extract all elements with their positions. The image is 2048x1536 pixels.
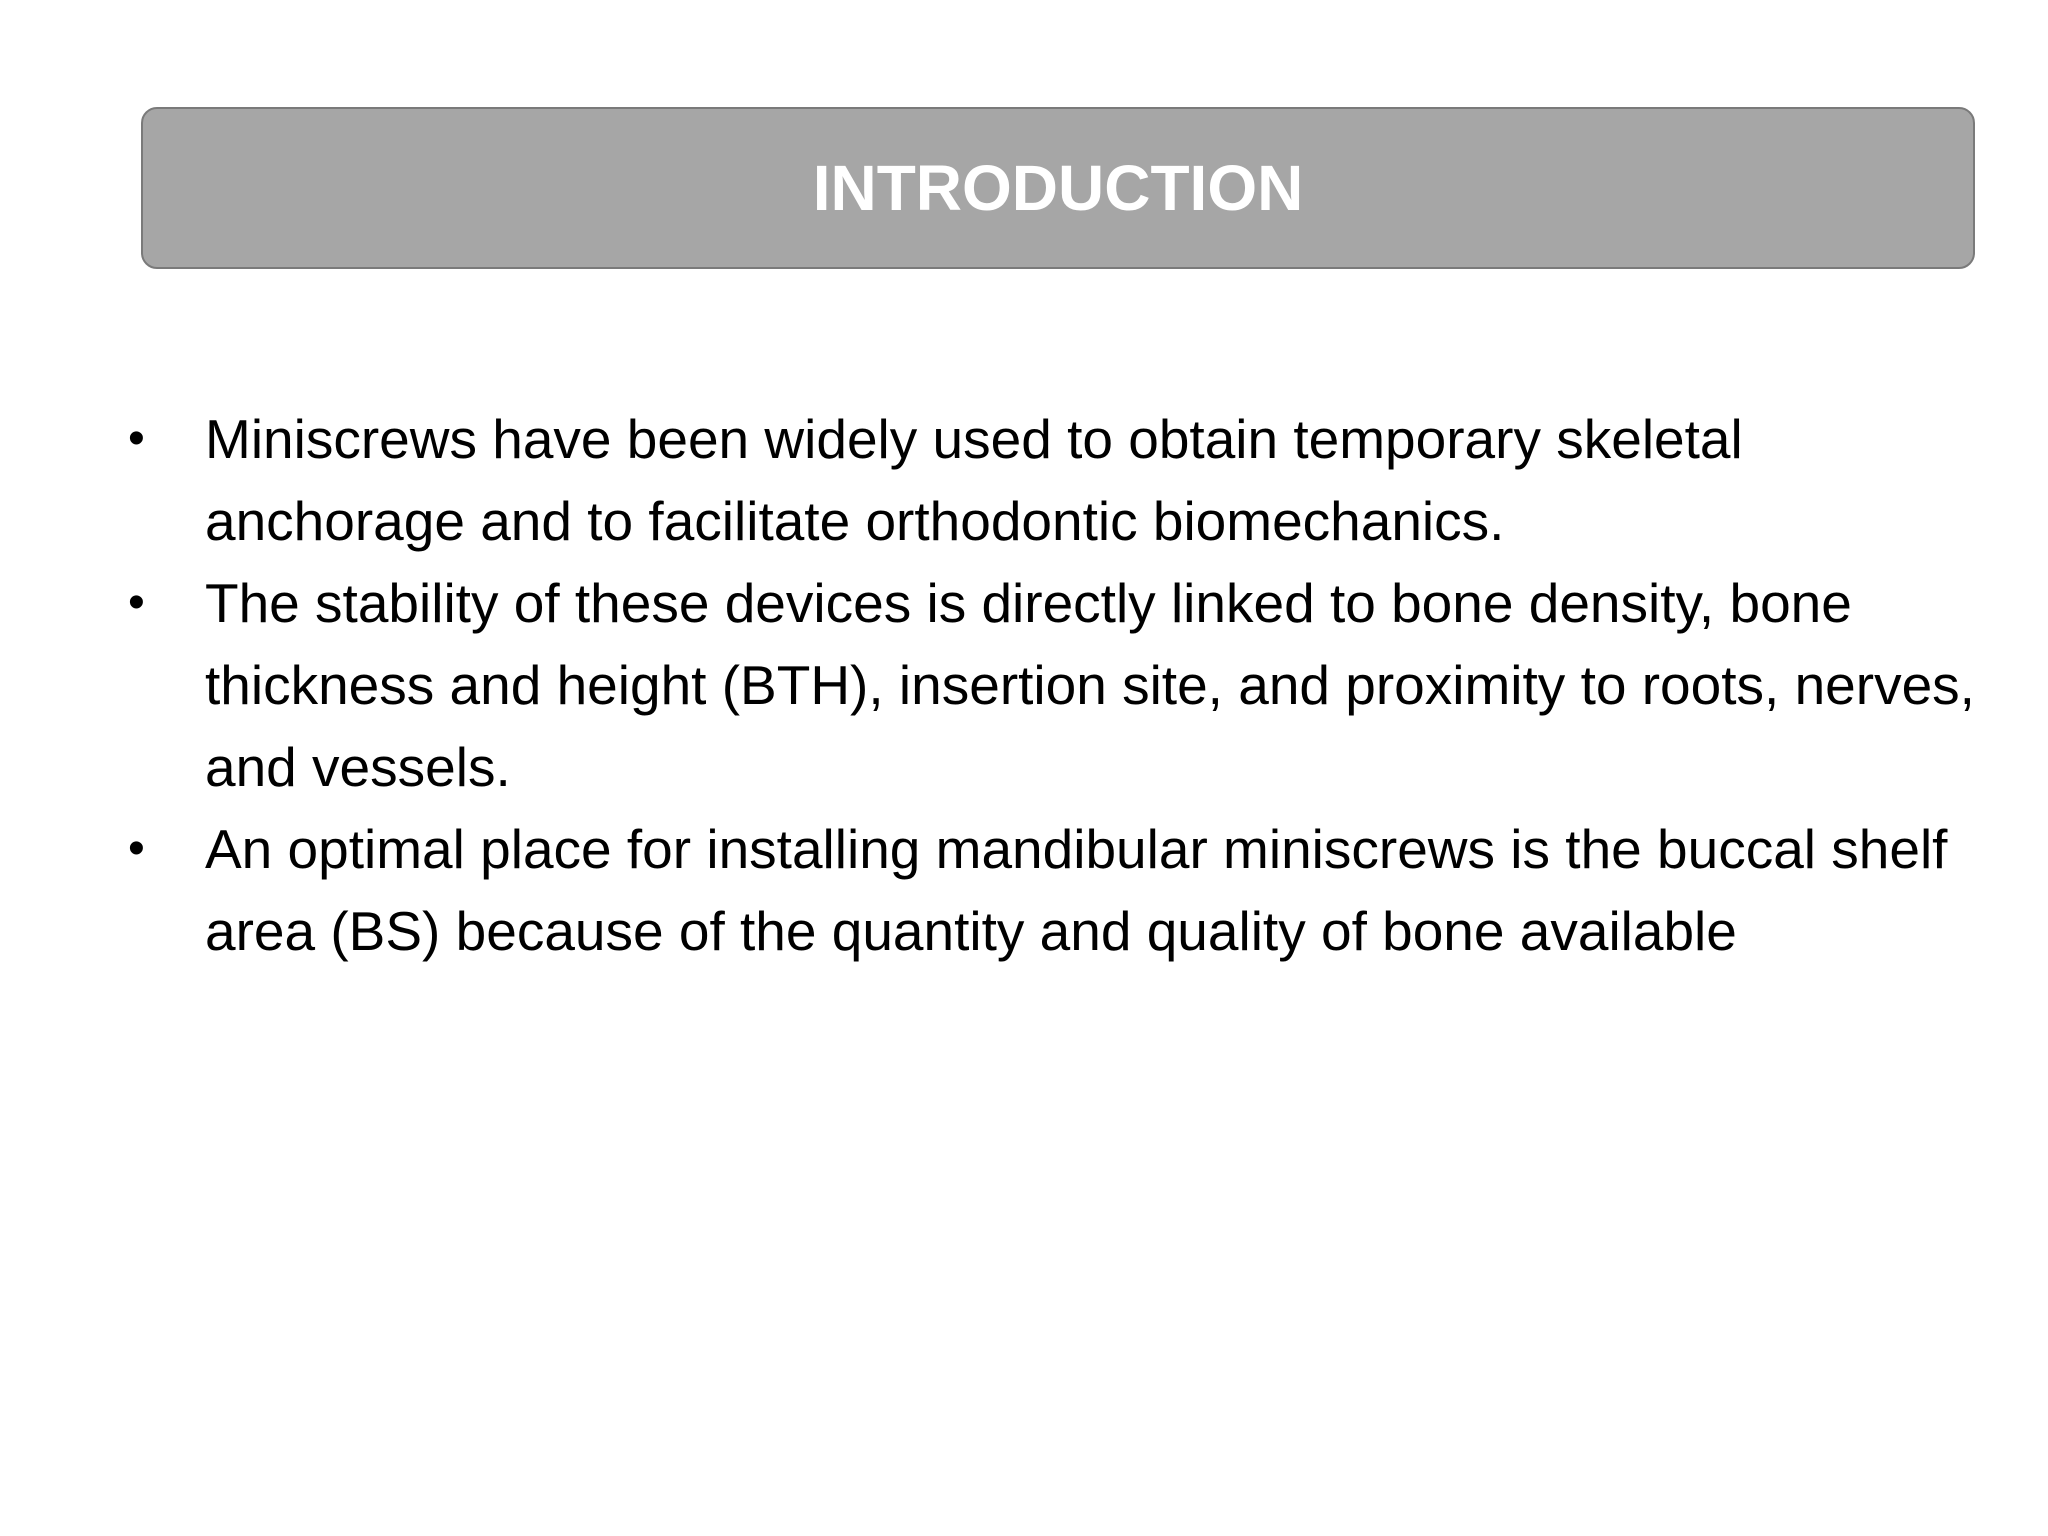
bullet-icon: • — [128, 412, 145, 465]
bullet-text: Miniscrews have been widely used to obtain temporary skeletal anchorage and to facilitate orthodontic biomechanics. — [205, 408, 1743, 552]
bullet-item — [124, 562, 1984, 808]
bullet-icon: • — [128, 822, 145, 875]
bullet-list — [124, 398, 1984, 972]
slide-title: INTRODUCTION — [812, 152, 1304, 224]
bullet-item — [124, 398, 1984, 562]
bullet-icon: • — [128, 576, 145, 629]
bullet-item — [124, 808, 1984, 972]
title-banner — [141, 107, 1975, 269]
bullet-text: An optimal place for installing mandibular miniscrews is the buccal shelf area (BS) because of the quantity and quality of bone available — [205, 818, 1948, 962]
bullet-text: The stability of these devices is directly linked to bone density, bone thickness and height (BTH), insertion site, and proximity to roots, nerves, and vessels. — [205, 572, 1975, 798]
